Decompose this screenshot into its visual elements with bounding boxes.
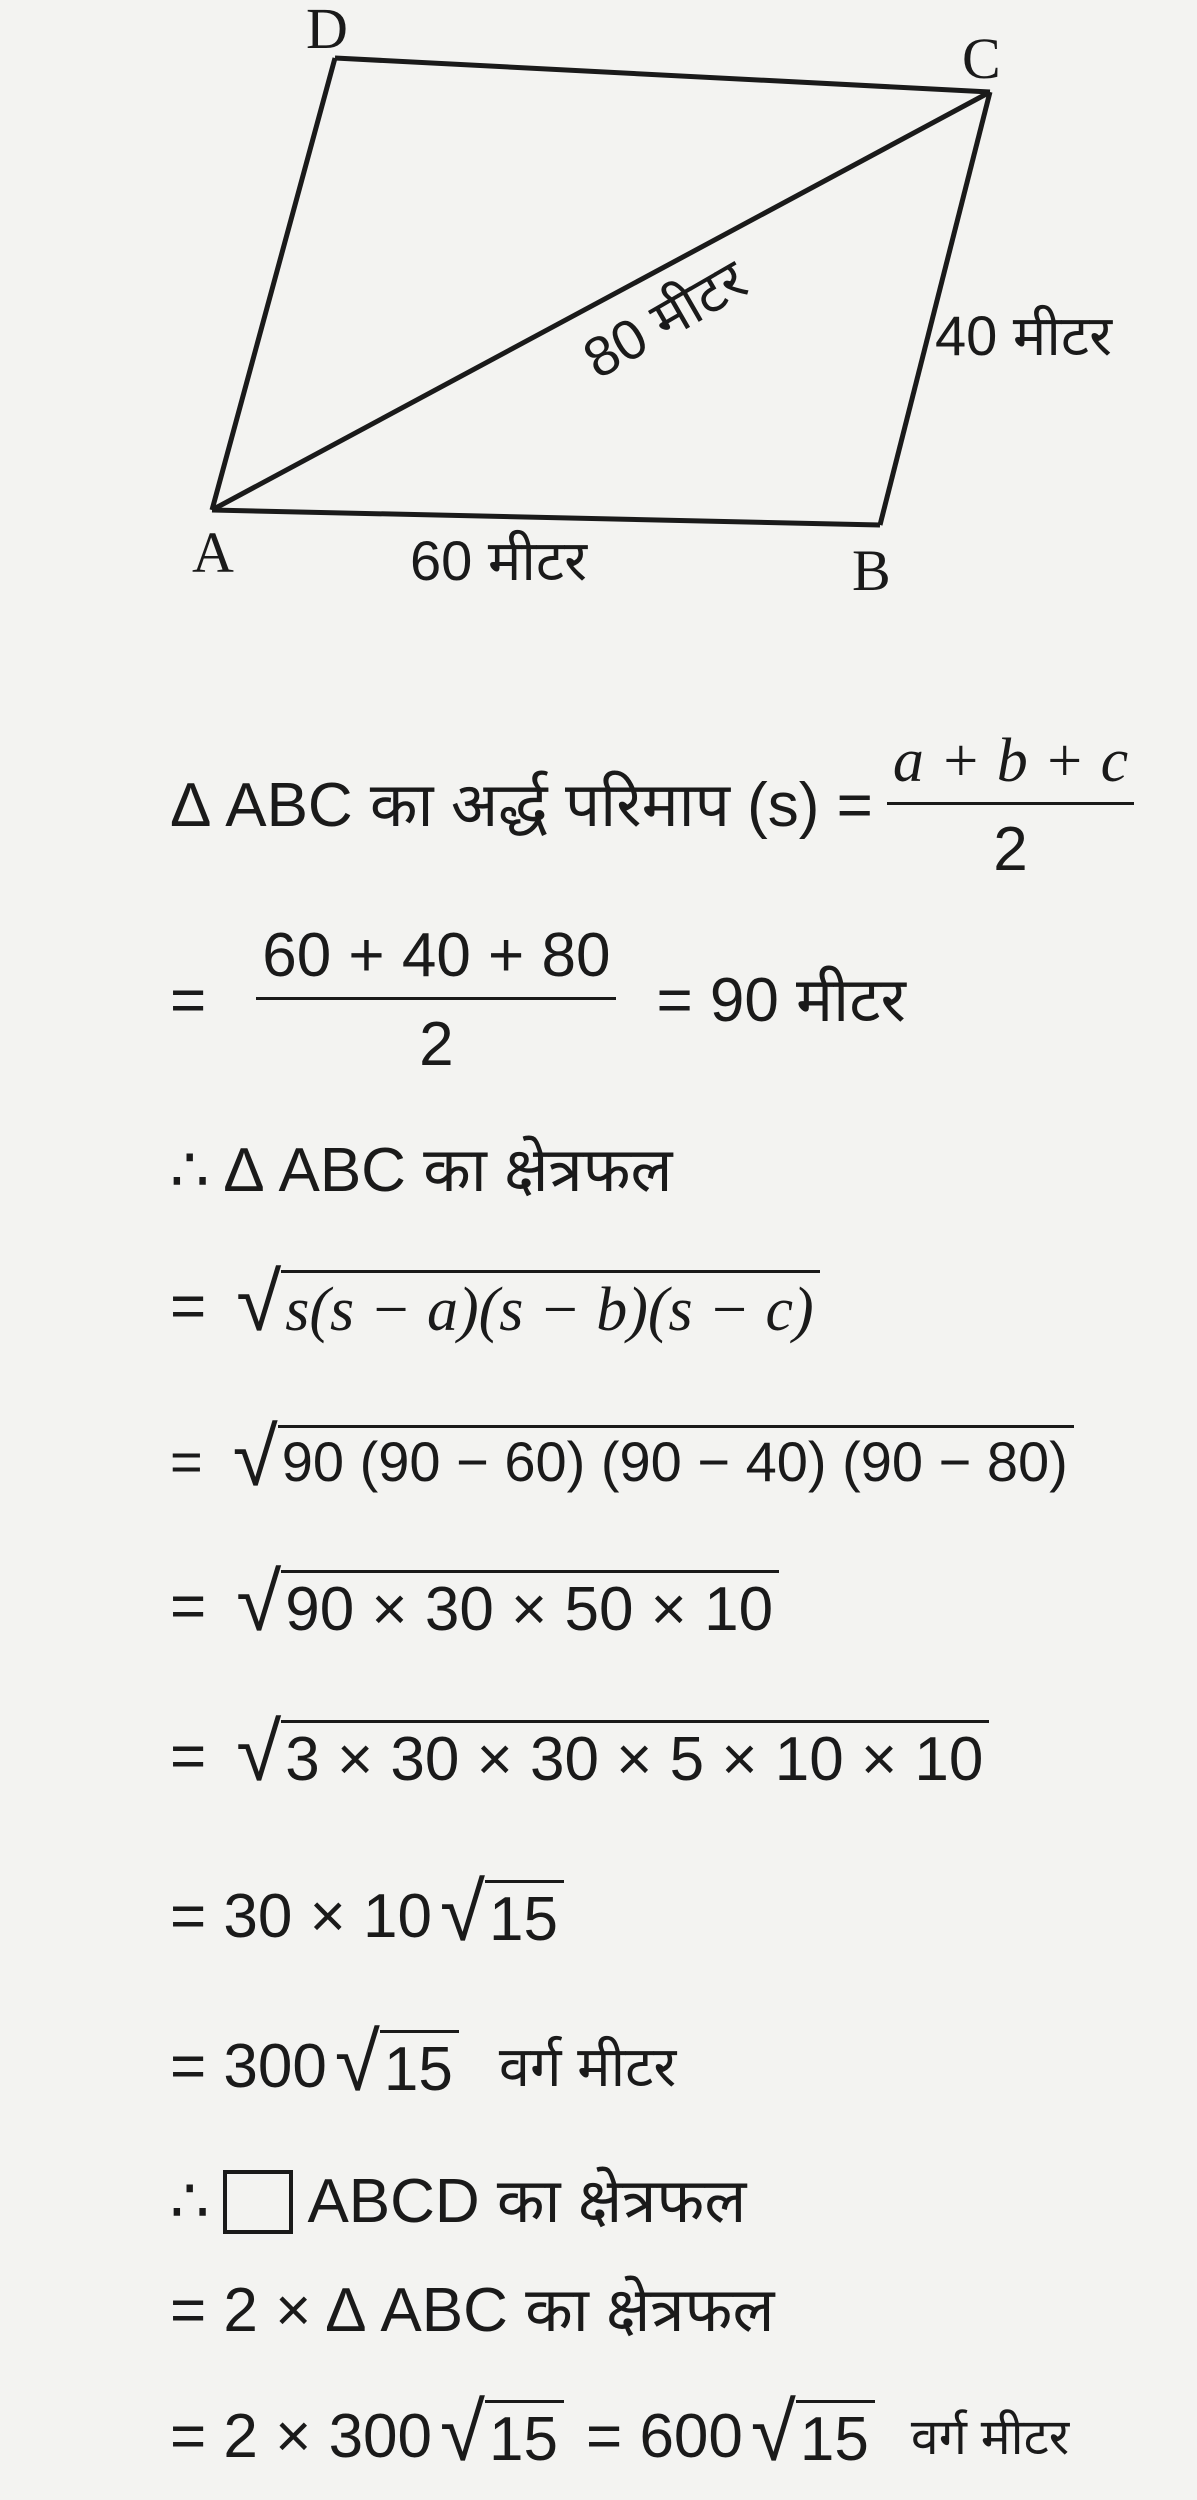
heron-formula: s(s − a)(s − b)(s − c): [281, 1270, 819, 1344]
radicand: 15: [380, 2030, 459, 2104]
final-mid: = 600: [586, 2401, 743, 2471]
heron-substitution-line: [170, 1412, 1074, 1503]
quadrilateral-symbol: [223, 2170, 293, 2234]
sqrt-product-1: [236, 1557, 779, 1648]
area-abcd-label: ABCD का क्षेत्रफल: [307, 2167, 747, 2236]
therefore-symbol: ∴: [170, 2167, 210, 2236]
parallelogram-figure: [0, 0, 1197, 640]
area-abcd-heading: [170, 2167, 747, 2236]
product-line-2: [170, 1707, 989, 1798]
side-label-ab: 60 मीटर: [410, 529, 587, 592]
semi-perimeter-result: = 90 मीटर: [656, 965, 906, 1035]
radicand: 15: [485, 2400, 564, 2474]
side-label-bc: 40 मीटर: [935, 304, 1112, 367]
equals-sign: =: [170, 965, 207, 1035]
semi-perimeter-definition: [170, 727, 1148, 884]
vertex-label-d: D: [306, 0, 348, 61]
sqrt-symbol: √: [440, 1867, 486, 1958]
sqrt-symbol: √: [236, 1557, 282, 1648]
sqrt-heron: [236, 1257, 819, 1348]
sqrt-symbol: √: [236, 1707, 282, 1798]
double-abc-line: = 2 × Δ ABC का क्षेत्रफल: [170, 2276, 775, 2345]
equals-sign: =: [170, 1271, 207, 1341]
area-abc-result-line: [170, 2017, 677, 2108]
equals-sign: =: [170, 1571, 207, 1641]
sqrt-15: [334, 2017, 459, 2108]
diagonal-ac: [212, 92, 990, 510]
product-line-1: [170, 1557, 779, 1648]
simplified-prefix: = 30 × 10: [170, 1881, 433, 1951]
sqrt-15: [440, 1867, 564, 1958]
sqrt-substitution: [232, 1412, 1074, 1503]
side-ab: [212, 510, 880, 525]
equals-sign: =: [170, 1721, 207, 1791]
semi-perimeter-calculation: [170, 921, 906, 1079]
calculation-denominator: 2: [419, 1010, 454, 1079]
final-answer-line: [170, 2387, 1070, 2478]
unit-label: वर्ग मीटर: [910, 2408, 1070, 2465]
sqrt-symbol: √: [440, 2387, 486, 2478]
heron-substitution: 90 (90 − 60) (90 − 40) (90 − 80): [278, 1425, 1074, 1499]
semi-perimeter-fraction: [887, 727, 1134, 884]
vertex-label-b: B: [852, 538, 891, 603]
simplified-line: [170, 1867, 564, 1958]
fraction-denominator: 2: [993, 815, 1028, 884]
sqrt-product-2: [236, 1707, 989, 1798]
area-abc-prefix: = 300: [170, 2031, 327, 2101]
radicand: 15: [796, 2400, 875, 2474]
product-2: 3 × 30 × 30 × 5 × 10 × 10: [281, 1720, 989, 1794]
radicand: 15: [485, 1880, 564, 1954]
calculation-fraction: [256, 921, 616, 1079]
product-1: 90 × 30 × 50 × 10: [281, 1570, 779, 1644]
heron-formula-line: [170, 1257, 820, 1348]
final-prefix: = 2 × 300: [170, 2401, 433, 2471]
sqrt-15: [750, 2387, 875, 2478]
side-label-ac: 80 मीटर: [572, 247, 758, 391]
calculation-numerator: 60 + 40 + 80: [256, 925, 616, 1000]
vertex-label-a: A: [192, 520, 234, 585]
side-dc: [335, 58, 990, 92]
unit-label: वर्ग मीटर: [498, 2034, 677, 2098]
side-da: [212, 58, 335, 510]
sqrt-symbol: √: [232, 1412, 278, 1503]
equals-sign: =: [170, 1429, 203, 1493]
area-abc-heading: ∴ Δ ABC का क्षेत्रफल: [170, 1136, 673, 1205]
fraction-numerator: a + b + c: [887, 730, 1134, 805]
sqrt-symbol: √: [750, 2387, 796, 2478]
sqrt-symbol: √: [236, 1257, 282, 1348]
vertex-label-c: C: [962, 26, 1001, 91]
sqrt-symbol: √: [334, 2017, 380, 2108]
semi-perimeter-prefix: Δ ABC का अर्द्ध परिमाप (s) =: [170, 770, 873, 840]
sqrt-15: [440, 2387, 564, 2478]
